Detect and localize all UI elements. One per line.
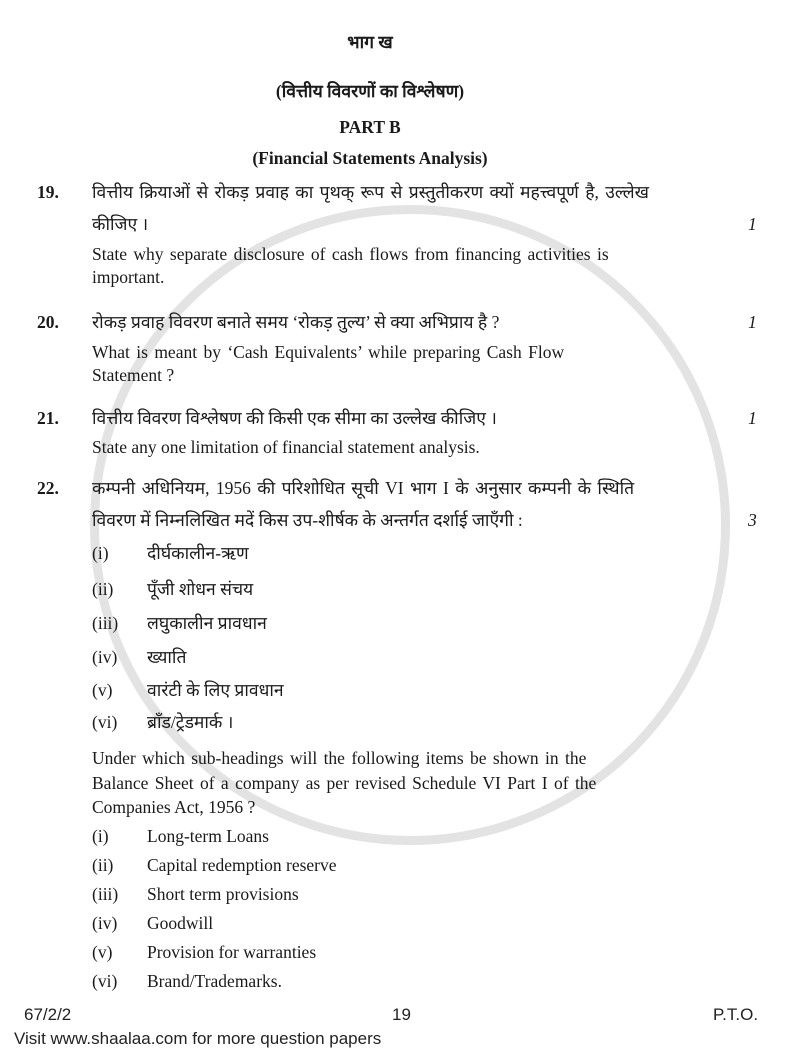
question-marks: 1 xyxy=(748,214,757,234)
item-roman: (vi) xyxy=(92,712,118,732)
item-english: Capital redemption reserve xyxy=(147,855,337,875)
question-hindi-line: वित्तीय क्रियाओं से रोकड़ प्रवाह का पृथक् रूप से प्रस्तुतीकरण क्यों महत्त्वपूर्ण है, उल्लेख xyxy=(92,182,649,202)
question-number: 21. xyxy=(37,408,59,428)
question-marks: 1 xyxy=(748,312,757,332)
page-number: 19 xyxy=(392,1005,411,1024)
question-marks: 1 xyxy=(748,408,757,428)
question-english-line: Companies Act, 1956 ? xyxy=(92,797,256,817)
item-english: Brand/Trademarks. xyxy=(147,971,282,991)
pto-label: P.T.O. xyxy=(713,1005,759,1024)
question-hindi-line: विवरण में निम्नलिखित मदें किस उप-शीर्षक के अन्तर्गत दर्शाई जाएँगी : xyxy=(92,510,523,530)
item-hindi: लघुकालीन प्रावधान xyxy=(147,613,267,633)
item-roman: (iii) xyxy=(92,884,119,904)
item-hindi: पूँजी शोधन संचय xyxy=(147,579,254,599)
question-hindi-line: रोकड़ प्रवाह विवरण बनाते समय ‘रोकड़ तुल्य’ से क्या अभिप्राय है ? xyxy=(92,312,500,332)
question-english-line: important. xyxy=(92,267,165,287)
item-hindi: ब्राँड/ट्रेडमार्क । xyxy=(147,712,234,732)
item-roman: (iv) xyxy=(92,913,118,933)
part-title: PART B xyxy=(339,117,401,137)
question-marks: 3 xyxy=(748,510,757,530)
question-hindi-line: वित्तीय विवरण विश्लेषण की किसी एक सीमा का उल्लेख कीजिए । xyxy=(92,408,497,428)
hindi-subtitle: (वित्तीय विवरणों का विश्लेषण) xyxy=(275,81,465,101)
question-number: 22. xyxy=(37,478,59,498)
visit-link[interactable]: Visit www.shaalaa.com for more question papers xyxy=(14,1029,382,1048)
item-roman: (i) xyxy=(92,543,109,563)
question-english-line: Statement ? xyxy=(92,365,175,385)
item-roman: (iii) xyxy=(92,613,119,633)
question-number: 20. xyxy=(37,312,59,332)
paper-code: 67/2/2 xyxy=(24,1005,72,1024)
item-english: Short term provisions xyxy=(147,884,299,904)
item-roman: (vi) xyxy=(92,971,118,991)
part-subtitle: (Financial Statements Analysis) xyxy=(252,148,488,168)
question-english-line: State why separate disclosure of cash flows from financing activities is xyxy=(92,244,609,264)
item-roman: (ii) xyxy=(92,579,114,599)
item-english: Long-term Loans xyxy=(147,826,269,846)
question-hindi-line: कीजिए । xyxy=(92,214,149,234)
item-english: Goodwill xyxy=(147,913,214,933)
item-roman: (v) xyxy=(92,680,113,700)
question-english-line: Balance Sheet of a company as per revised Schedule VI Part I of the xyxy=(92,773,597,793)
hindi-part-title: भाग ख xyxy=(347,32,393,52)
item-roman: (iv) xyxy=(92,647,118,667)
item-hindi: वारंटी के लिए प्रावधान xyxy=(147,680,284,700)
item-roman: (v) xyxy=(92,942,113,962)
question-english-line: What is meant by ‘Cash Equivalents’ while preparing Cash Flow xyxy=(92,342,565,362)
question-english-line: Under which sub-headings will the following items be shown in the xyxy=(92,748,587,768)
item-roman: (i) xyxy=(92,826,109,846)
question-number: 19. xyxy=(37,182,59,202)
question-english-line: State any one limitation of financial statement analysis. xyxy=(92,437,480,457)
question-hindi-line: कम्पनी अधिनियम, 1956 की परिशोधित सूची VI भाग I के अनुसार कम्पनी के स्थिति xyxy=(92,478,635,498)
item-hindi: ख्याति xyxy=(147,647,187,667)
item-hindi: दीर्घकालीन-ऋण xyxy=(147,543,249,563)
item-english: Provision for warranties xyxy=(147,942,317,962)
item-roman: (ii) xyxy=(92,855,114,875)
